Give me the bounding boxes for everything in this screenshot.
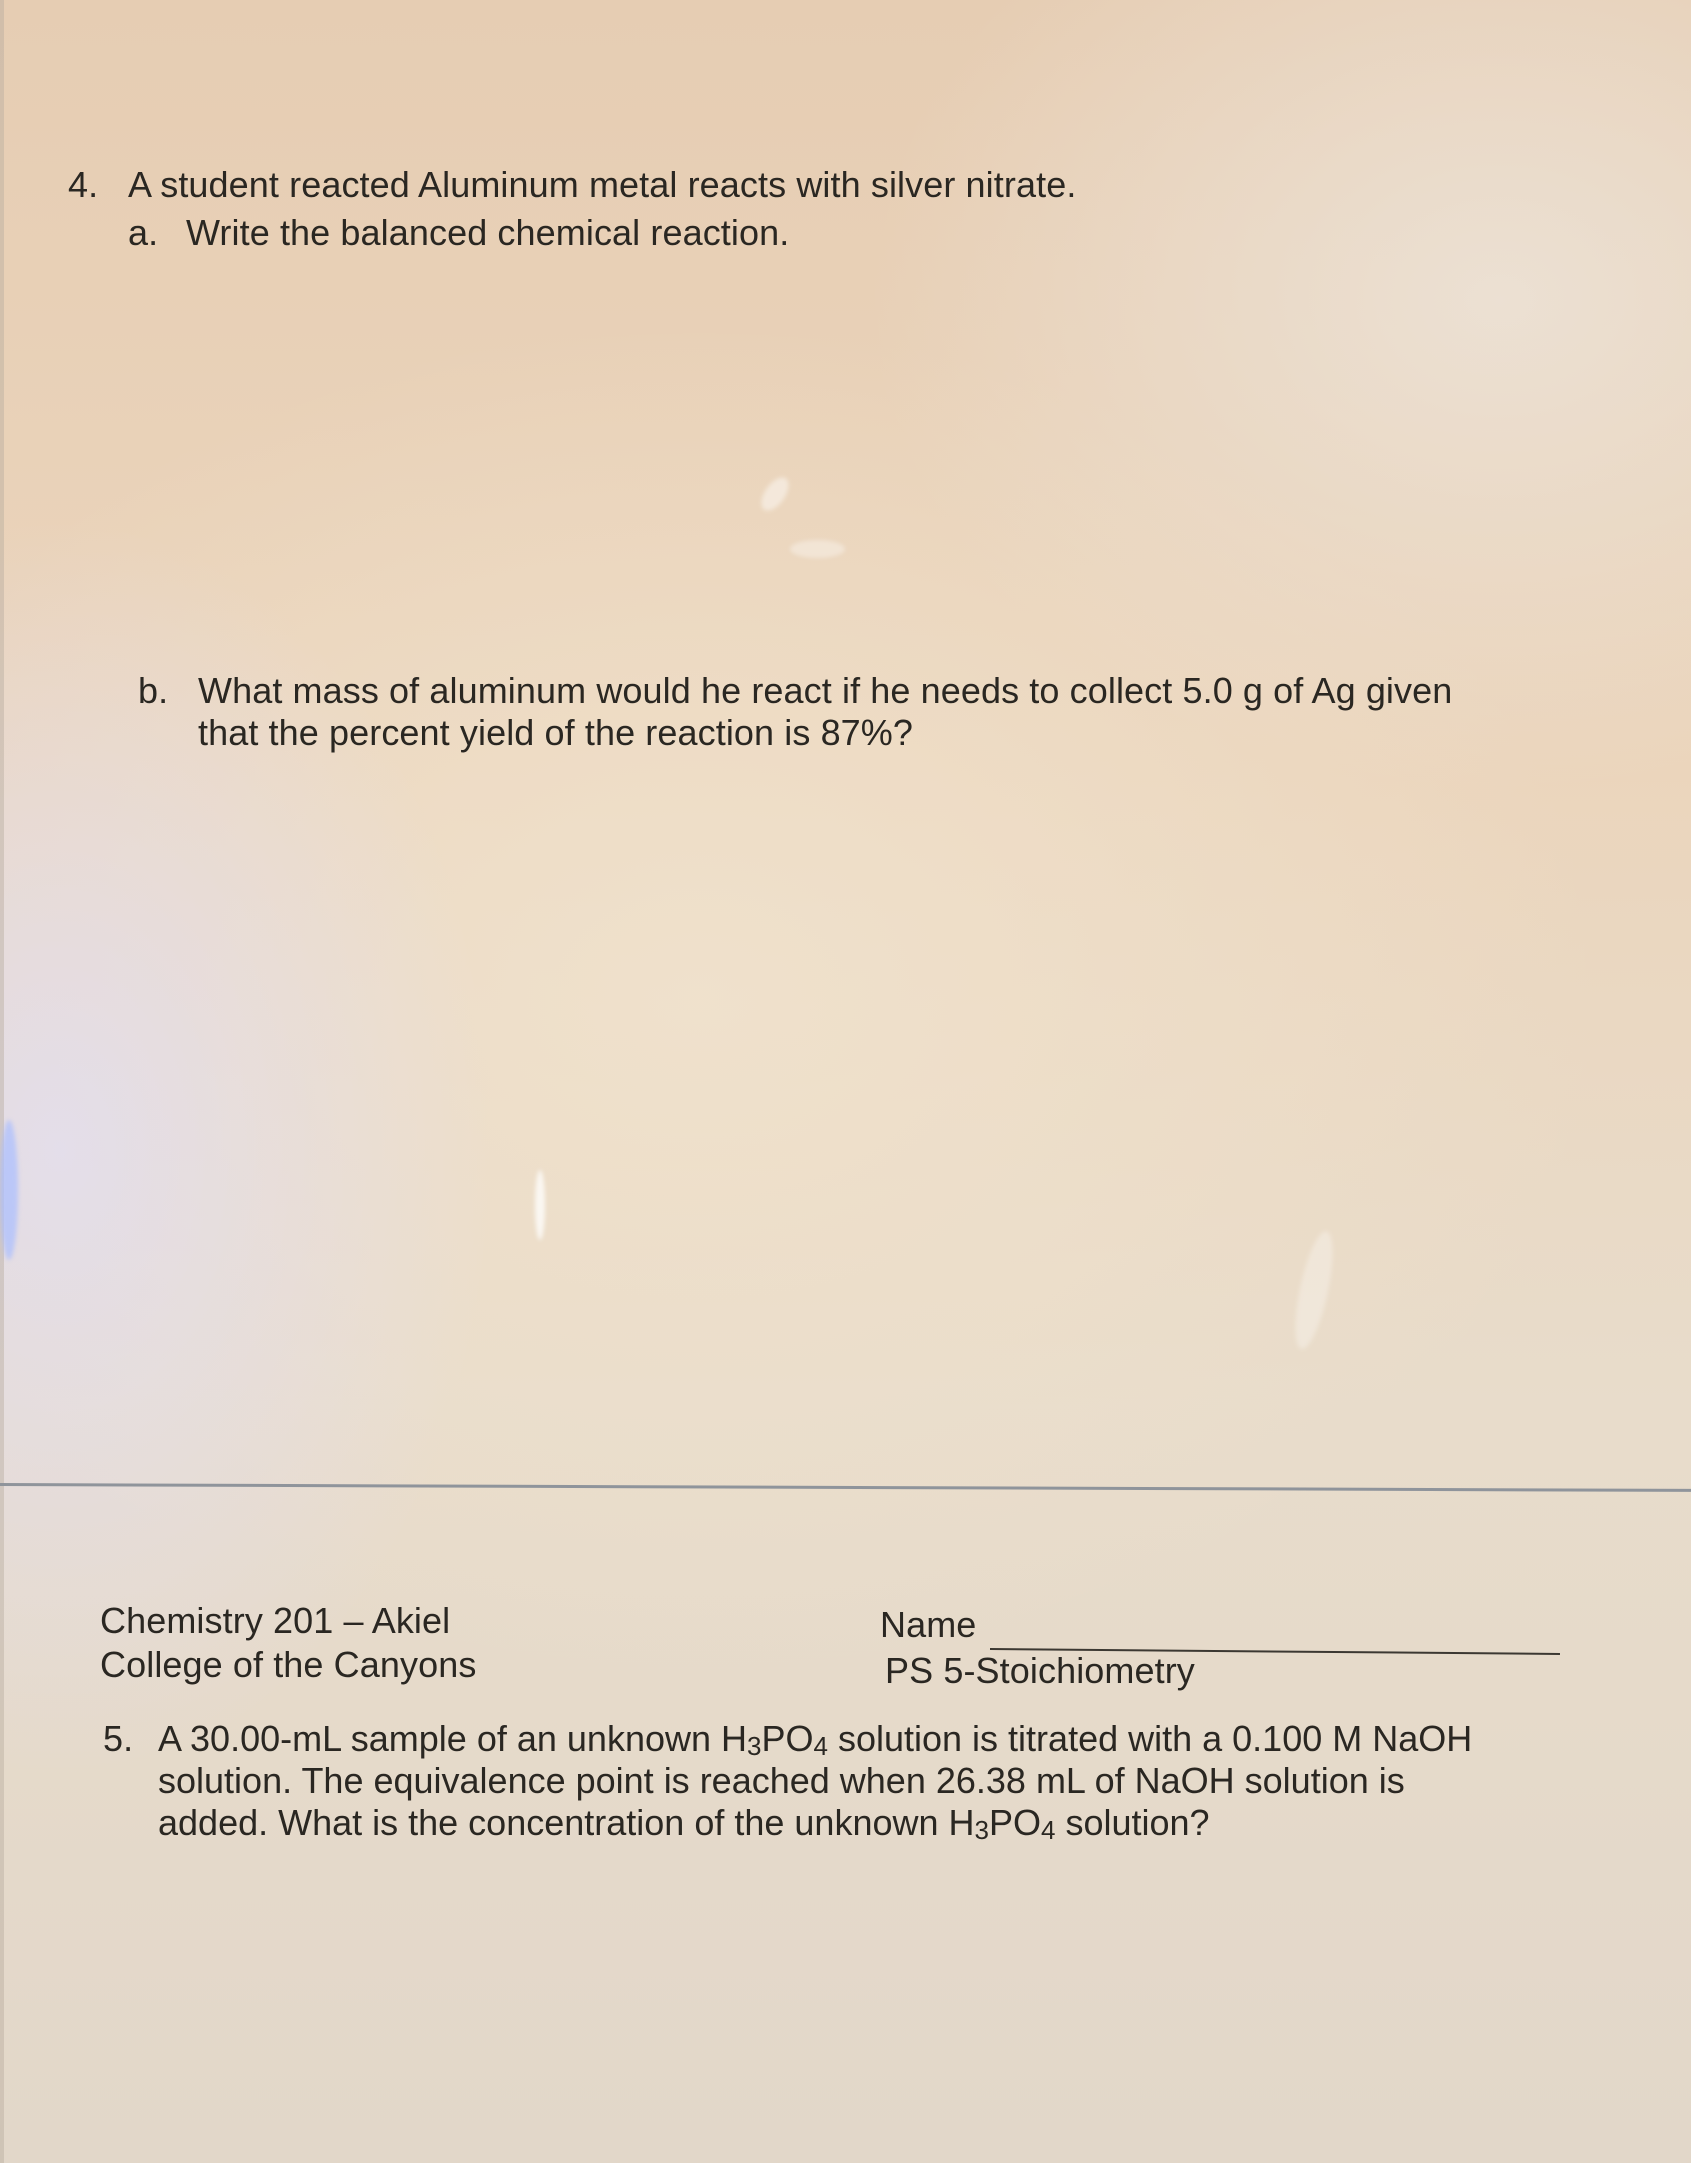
light-glare bbox=[1288, 1228, 1340, 1351]
question-4b-text bbox=[198, 670, 1588, 754]
light-glare bbox=[790, 540, 845, 558]
page-divider bbox=[0, 1483, 1691, 1492]
question-5-number: 5. bbox=[103, 1718, 134, 1759]
light-glare bbox=[535, 1170, 545, 1240]
question-4b-letter: b. bbox=[138, 670, 169, 711]
q5-line3-part: solution? bbox=[1055, 1802, 1210, 1843]
question-4b-line-2: that the percent yield of the reaction is 87%? bbox=[198, 712, 914, 753]
question-5-line-2: solution. The equivalence point is reached when 26.38 mL of NaOH solution is bbox=[158, 1760, 1405, 1801]
question-4a-text: Write the balanced chemical reaction. bbox=[186, 212, 790, 253]
q5-line1-part: PO bbox=[761, 1718, 814, 1759]
q5-line3-part: added. What is the concentration of the unknown H bbox=[158, 1802, 975, 1843]
light-glare bbox=[0, 1120, 18, 1260]
subscript: 4 bbox=[813, 1731, 828, 1761]
name-label: Name bbox=[880, 1604, 977, 1645]
subscript: 3 bbox=[974, 1815, 989, 1845]
question-4-text: A student reacted Aluminum metal reacts with silver nitrate. bbox=[128, 164, 1077, 205]
question-4b-line-1: What mass of aluminum would he react if he needs to collect 5.0 g of Ag given bbox=[198, 670, 1453, 711]
page-edge bbox=[0, 0, 4, 2163]
question-4-number: 4. bbox=[68, 164, 99, 205]
question-5-line-1 bbox=[158, 1718, 1472, 1760]
light-glare bbox=[756, 473, 794, 516]
subscript: 4 bbox=[1041, 1815, 1056, 1845]
subscript: 3 bbox=[747, 1731, 762, 1761]
q5-line1-part: A 30.00-mL sample of an unknown H bbox=[158, 1718, 748, 1759]
q5-line3-part: PO bbox=[988, 1802, 1041, 1843]
problem-set-title: PS 5-Stoichiometry bbox=[885, 1650, 1195, 1691]
course-title: Chemistry 201 – Akiel bbox=[100, 1600, 451, 1641]
question-4a-letter: a. bbox=[128, 212, 159, 253]
college-name: College of the Canyons bbox=[100, 1644, 477, 1685]
question-5-line-3 bbox=[158, 1802, 1210, 1844]
q5-line1-part: solution is titrated with a 0.100 M NaOH bbox=[827, 1718, 1473, 1759]
